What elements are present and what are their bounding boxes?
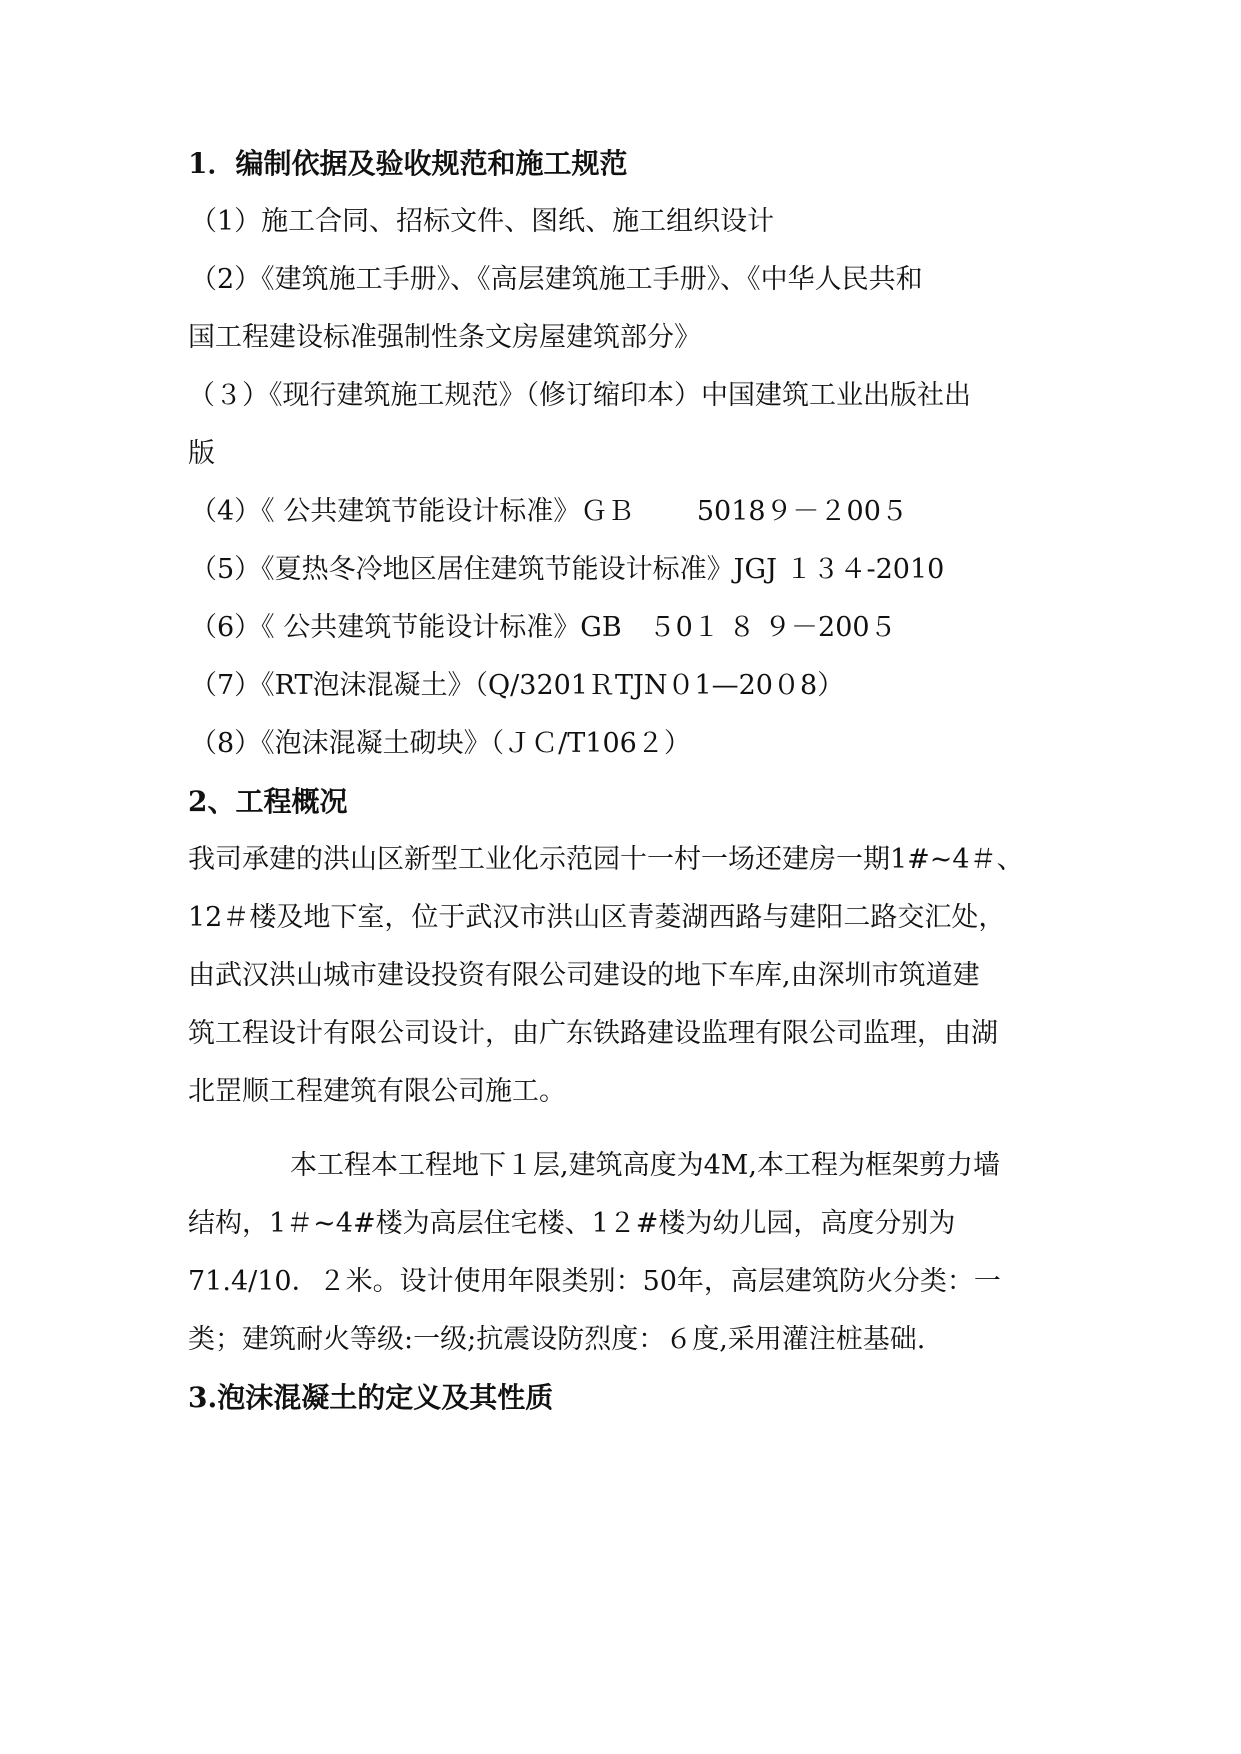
reference-item-6: （6）《 公共建筑节能设计标准》GB ５0１ ８ ９－200５ <box>190 612 897 643</box>
reference-item-7: （7）《RT泡沫混凝土》（Q/3201ＲTJN０1—20０8） <box>190 670 845 701</box>
overview-line-6: 本工程本工程地下１层,建筑高度为4M,本工程为框架剪力墙 <box>290 1150 1000 1181</box>
reference-item-8: （8）《泡沫混凝土砌块》（ＪＣ/T106２） <box>190 728 691 759</box>
reference-item-3: （３）《现行建筑施工规范》（修订缩印本）中国建筑工业出版社出 <box>188 380 971 411</box>
reference-item-2: （2）《建筑施工手册》、《高层建筑施工手册》、《中华人民共和 <box>190 264 923 295</box>
overview-line-1: 我司承建的洪山区新型工业化示范园十一村一场还建房一期1#~4＃、 <box>188 844 1024 875</box>
reference-item-2-cont: 国工程建设标准强制性条文房屋建筑部分》 <box>188 322 701 353</box>
reference-item-4: （4）《 公共建筑节能设计标准》ＧＢ 5018９－２00５ <box>190 496 908 527</box>
reference-item-1: （1）施工合同、招标文件、图纸、施工组织设计 <box>190 206 775 237</box>
overview-line-5: 北罡顺工程建筑有限公司施工。 <box>188 1076 566 1107</box>
overview-line-9: 类；建筑耐火等级:一级;抗震设防烈度：６度,采用灌注桩基础. <box>188 1324 926 1355</box>
section-1-heading: 1．编制依据及验收规范和施工规范 <box>188 147 628 180</box>
overview-line-2: 12＃楼及地下室，位于武汉市洪山区青菱湖西路与建阳二路交汇处， <box>188 902 1006 933</box>
overview-line-8: 71.4/10．２米。设计使用年限类别：50年，高层建筑防火分类：一 <box>188 1266 1001 1297</box>
reference-item-3-cont: 版 <box>188 438 215 469</box>
overview-line-4: 筑工程设计有限公司设计，由广东铁路建设监理有限公司监理，由湖 <box>188 1018 998 1049</box>
overview-line-7: 结构，1＃~4#楼为高层住宅楼、1２#楼为幼儿园，高度分别为 <box>188 1208 956 1239</box>
overview-line-3: 由武汉洪山城市建设投资有限公司建设的地下车库,由深圳市筑道建 <box>188 960 980 991</box>
section-3-heading: 3.泡沫混凝土的定义及其性质 <box>188 1381 554 1414</box>
reference-item-5: （5）《夏热冬冷地区居住建筑节能设计标准》JGJ １３４-2010 <box>190 554 945 585</box>
section-2-heading: 2、工程概况 <box>188 785 348 818</box>
